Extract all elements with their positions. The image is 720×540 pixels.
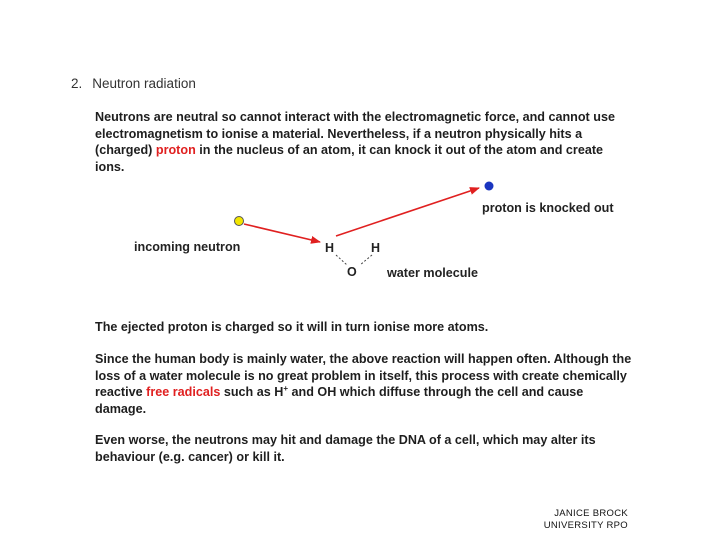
free-radicals-text-end: and OH which diffuse through the cell and cause damage.: [95, 385, 584, 416]
section-title: Neutron radiation: [92, 76, 196, 91]
intro-text-start: Neutrons are neutral so cannot interact with the electromagnetic force, and cannot use electromagnetism to ionise a material. Nevertheless, if a neutron physically hits a (charged): [95, 110, 615, 157]
free-radicals-text-start: Since the human body is mainly water, the above reaction will happen often. Although the loss of a water molecule is no great problem in itself, this process with create chemically reactive: [95, 352, 632, 399]
plus-superscript: +: [283, 383, 289, 393]
bond-h1-o: [336, 255, 347, 265]
atom-o: O: [347, 265, 357, 279]
atom-h1: H: [325, 241, 335, 255]
section-number: 2.: [71, 76, 83, 91]
neutron-particle: [235, 217, 244, 226]
proton-particle: [485, 182, 494, 191]
author-credit: [544, 508, 628, 532]
free-radicals-text-mid: such as H: [220, 385, 284, 399]
ejected-proton-paragraph: The ejected proton is charged so it will in turn ionise more atoms.: [95, 320, 489, 334]
incoming-neutron-label: incoming neutron: [134, 240, 241, 254]
author-affiliation: UNIVERSITY RPO: [543, 520, 628, 531]
intro-text-end: in the nucleus of an atom, it can knock it out of the atom and create ions.: [95, 143, 604, 174]
author-name: JANICE BROCK: [554, 508, 628, 519]
atom-h2: H: [371, 241, 381, 255]
free-radicals-paragraph: [95, 351, 635, 417]
incoming-neutron-arrow: [244, 224, 320, 242]
proton-knocked-out-label: proton is knocked out: [482, 201, 614, 215]
dna-damage-paragraph: Even worse, the neutrons may hit and damage the DNA of a cell, which may alter its behaviour (e.g. cancer) or kill it.: [95, 433, 596, 464]
free-radicals-highlight: free radicals: [146, 385, 221, 399]
bond-h2-o: [360, 255, 372, 265]
ejected-proton-arrow: [336, 188, 479, 236]
proton-highlight: proton: [155, 143, 196, 157]
water-molecule-label: water molecule: [387, 266, 478, 280]
